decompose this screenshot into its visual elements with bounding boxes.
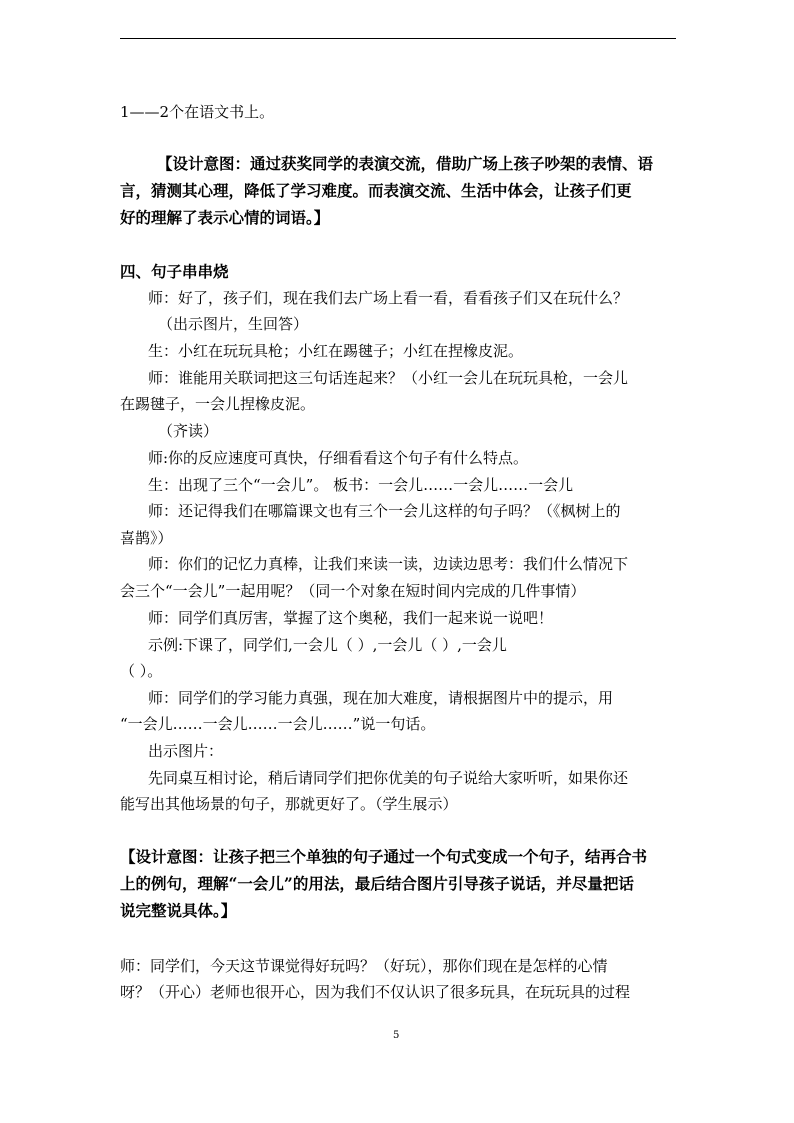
text-line: 师：还记得我们在哪篇课文也有三个一会儿这样的句子吗？（《枫树上的 [148, 502, 621, 520]
text-line: 出示图片： [148, 742, 224, 760]
text-line: 师:你的反应速度可真快，仔细看看这个句子有什么特点。 [148, 449, 529, 467]
text-line: （齐读） [158, 422, 219, 440]
design-intent-line: 说完整说具体。】 [120, 901, 237, 920]
text-line: 生：小红在玩玩具枪；小红在踢毽子；小红在捏橡皮泥。 [148, 342, 524, 360]
text-line: “一会儿……一会儿……一会儿……”说一句话。 [120, 715, 436, 733]
design-intent-line: 言，猜测其心理，降低了学习难度。而表演交流、生活中体会，让孩子们更 [120, 181, 632, 200]
text-line: 师：好了，孩子们，现在我们去广场上看一看，看看孩子们又在玩什么？ [148, 289, 629, 307]
section-heading: 四、句子串串烧 [120, 262, 229, 281]
text-line: 会三个“一会儿”一起用呢？（同一个对象在短时间内完成的几件事情） [120, 582, 586, 600]
text-line: 先同桌互相讨论，稍后请同学们把你优美的句子说给大家听听，如果你还 [148, 769, 629, 787]
header-rule [120, 38, 676, 39]
text-line: 喜鹊》） [120, 529, 173, 547]
page-number: 5 [393, 1030, 400, 1041]
design-intent-line: 好的理解了表示心情的词语。】 [120, 208, 330, 227]
text-line: 能写出其他场景的句子，那就更好了。（学生展示） [120, 795, 458, 813]
text-line: 师：同学们的学习能力真强，现在加大难度，请根据图片中的提示，用 [148, 689, 614, 707]
text-line: 示例:下课了，同学们,一会儿（ ）,一会儿（ ）,一会儿 [148, 636, 507, 654]
design-intent-line: 【设计意图：让孩子把三个单独的句子通过一个句式变成一个句子，结再合书 [120, 847, 648, 866]
text-line: 师：同学们真厉害，掌握了这个奥秘，我们一起来说一说吧！ [148, 609, 554, 627]
text-line: 师：谁能用关联词把这三句话连起来？（小红一会儿在玩玩具枪，一会儿 [148, 369, 629, 387]
text-line: （出示图片，生回答） [158, 315, 309, 333]
text-line: 生：出现了三个“一会儿”。 板书：一会儿……一会儿……一会儿 [148, 476, 574, 494]
text-line: 师：同学们，今天这节课觉得好玩吗？（好玩），那你们现在是怎样的心情 [120, 957, 608, 975]
text-line: 师：你们的记忆力真棒，让我们来读一读，边读边思考：我们什么情况下 [148, 555, 629, 573]
text-line: 在踢毽子，一会儿捏橡皮泥。 [120, 395, 316, 413]
text-line: 1——2个在语文书上。 [120, 103, 275, 121]
text-line: （ ）。 [120, 662, 163, 680]
design-intent-line: 【设计意图：通过获奖同学的表演交流，借助广场上孩子吵架的表情、语 [157, 154, 654, 173]
design-intent-line: 上的例句，理解“一会儿”的用法，最后结合图片引导孩子说话，并尽量把话 [120, 874, 634, 893]
text-line: 呀？（开心）老师也很开心，因为我们不仅认识了很多玩具，在玩玩具的过程 [120, 983, 631, 1001]
